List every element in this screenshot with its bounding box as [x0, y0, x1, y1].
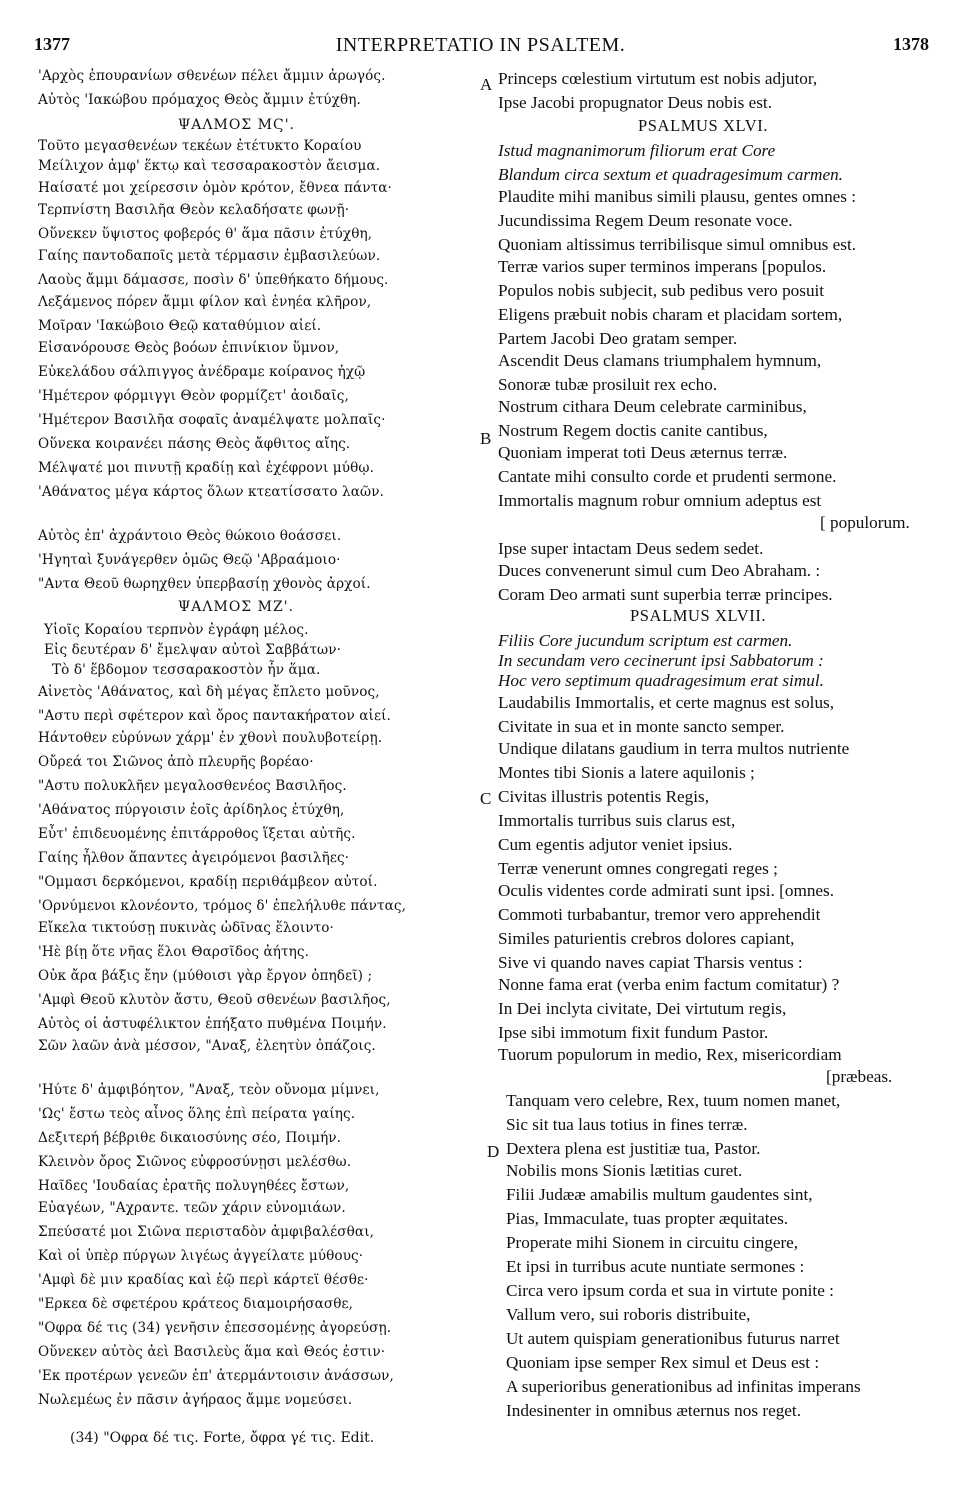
- latin-verse-line: Civitate in sua et in monte sancto semper.: [498, 717, 785, 736]
- greek-verse-line: 'Αμφὶ Θεοῦ κλυτὸν ἄστυ, Θεοῦ σθενέων βασιλῆος,: [38, 992, 391, 1008]
- greek-verse-line: Ηαῖδες 'Ιουδαίας ἐρατῆς πολυγηθέες ἔστων,: [38, 1178, 350, 1194]
- latin-verse-line: Terræ varios super terminos imperans [populos.: [498, 257, 827, 276]
- greek-verse-line: Τερπνίστη Βασιλῆα Θεὸν κελαδήσατε φωνῇ·: [38, 202, 350, 218]
- greek-verse-line: Υἱοῖς Κοραίου τερπνὸν ἐγράφη μέλος.: [44, 622, 309, 638]
- latin-title-line: Hoc vero septimum quadragesimum erat simul.: [498, 671, 824, 690]
- greek-verse-line: Οὕνεκεν αὐτὸς ἀεὶ Βασιλεὺς ἅμα καὶ Θεός ἐστιν·: [38, 1344, 386, 1360]
- latin-verse-line: Sic sit tua laus totius in fines terræ.: [506, 1115, 748, 1134]
- greek-verse-line: 'Ημέτερον Βασιλῆα σοφαῖς ἀναμέλψατε μολπαῖς·: [38, 412, 386, 428]
- latin-verse-line: Immortalis magnum robur omnium adeptus est: [498, 491, 822, 510]
- greek-verse-line: "Αντα Θεοῦ θωρηχθεν ὑπερβασίῃ χθονὸς ἀρχοί.: [38, 576, 371, 592]
- latin-verse-line: Nostrum Regem doctis canite cantibus,: [498, 421, 768, 440]
- greek-verse-line: "Ερκεα δὲ σφετέρου κράτεος διαμοιρήσασθε,: [38, 1296, 354, 1312]
- latin-verse-line: Plaudite mihi manibus simili plausu, gentes omnes :: [498, 187, 857, 206]
- latin-title-line: In secundam vero cecinerunt ipsi Sabbatorum :: [498, 651, 824, 670]
- greek-verse-line: Σπεύσατέ μοι Σιῶνα περισταδὸν ἀμφιβαλέσθαι,: [38, 1224, 375, 1240]
- latin-verse-line: Ipse super intactam Deus sedem sedet.: [498, 539, 764, 558]
- latin-verse-line: Laudabilis Immortalis, et certe magnus est solus,: [498, 693, 835, 712]
- latin-verse-line: Ipse sibi immotum fixit fundum Pastor.: [498, 1023, 769, 1042]
- page-number-right: 1378: [893, 34, 929, 54]
- latin-verse-line: Nostrum cithara Deum celebrate carminibus,: [498, 397, 807, 416]
- greek-verse-line: Μείλιχον ἀμφ' ἕκτῳ καὶ τεσσαρακοστὸν ἄεισμα.: [38, 158, 381, 174]
- greek-verse-line: 'Αθάνατος πύργοισιν ἑοῖς ἀρίδηλος ἐτύχθη,: [38, 802, 345, 818]
- latin-verse-line: Properate mihi Sionem in circuitu cingere,: [506, 1233, 799, 1252]
- greek-verse-line: "Αστυ περὶ σφέτερον καὶ ὄρος παντακήρατον αἰεί.: [38, 708, 391, 724]
- greek-verse-line: Λεξάμενος πόρεν ἄμμι φίλον καὶ ἐνηέα κλῆρον,: [38, 294, 372, 310]
- greek-verse-line: Οὕνεκα κοιρανέει πάσης Θεὸς ἄφθιτος αἴης.: [38, 436, 351, 452]
- latin-verse-line: Commoti turbabantur, tremor vero apprehendit: [498, 905, 821, 924]
- greek-verse-line: 'Ηγηταὶ ξυνάγερθεν ὁμῶς Θεῷ 'Αβραάμοιο·: [38, 552, 341, 568]
- latin-verse-line: Nonne fama erat (verba enim factum comitatur) ?: [498, 975, 840, 994]
- greek-verse-line: Εἴκελα τικτούσῃ πυκινὰς ὠδῖνας ἕλοιντο·: [38, 920, 334, 936]
- greek-verse-line: Καὶ οἱ ὑπὲρ πύργων λιγέως ἀγγείλατε μύθους·: [38, 1248, 364, 1264]
- greek-verse-line: Ηαίσατέ μοι χείρεσσιν ὁμὸν κρότον, ἔθνεα πάντα·: [38, 180, 392, 196]
- latin-verse-line: Pias, Immaculate, tuas propter æquitates.: [506, 1209, 789, 1228]
- latin-verse-line: Ipse Jacobi propugnator Deus nobis est.: [498, 93, 772, 112]
- latin-verse-line: Ut autem quispiam generationibus futurus narret: [506, 1329, 840, 1348]
- latin-title-line: Istud magnanimorum filiorum erat Core: [498, 141, 776, 160]
- latin-verse-line: Tuorum populorum in medio, Rex, misericordiam: [498, 1045, 842, 1064]
- latin-verse-line: Quoniam ipse semper Rex simul et Deus est :: [506, 1353, 820, 1372]
- latin-verse-line: Sive vi quando naves capiat Tharsis ventus :: [498, 953, 803, 972]
- greek-verse-line: Γαίης ἦλθον ἅπαντες ἀγειρόμενοι βασιλῆες·: [38, 850, 350, 866]
- latin-verse-line: Cantate mihi consulto corde et prudenti sermone.: [498, 467, 837, 486]
- latin-verse-line: Oculis videntes corde admirati sunt ipsi. [omnes.: [498, 881, 835, 900]
- greek-verse-line: 'Ηὲ βίῃ ὅτε νῆας ἕλοι Θαρσῖδος ἀήτης.: [38, 944, 310, 960]
- latin-verse-line: Montes tibi Sionis a latere aquilonis ;: [498, 763, 755, 782]
- greek-verse-line: Δεξιτερή βέβριθε δικαιοσύνης σέο, Ποιμήν.: [38, 1130, 342, 1146]
- greek-verse-line: Εἰς δευτέραν δ' ἔμελψαν αὐτοὶ Σαββάτων·: [44, 642, 342, 658]
- greek-verse-line: Τοῦτο μεγασθενέων τεκέων ἐτέτυκτο Κοραίου: [38, 138, 362, 154]
- greek-verse-line: Αὐτὸς ἐπ' ἀχράντοιο Θεὸς θώκοιο θοάσσει.: [38, 528, 342, 544]
- greek-verse-line: "Αστυ πολυκλῆεν μεγαλοσθενέος Βασιλῆος.: [38, 778, 347, 794]
- margin-marker-b: B: [480, 429, 492, 448]
- greek-verse-line: Ηάντοθεν εὐρύνων χάρμ' ἐν χθονὶ πουλυβοτείρῃ.: [38, 730, 383, 746]
- latin-verse-line: In Dei inclyta civitate, Dei virtutum regis,: [498, 999, 787, 1018]
- margin-marker-c: C: [480, 789, 492, 808]
- greek-verse-line: Μέλψατέ μοι πινυτῇ κραδίῃ καὶ ἐχέφρονι μύθῳ.: [38, 460, 374, 476]
- greek-verse-line: 'Ως' ἔστω τεὸς αἶνος ὅλης ἐπὶ πείρατα γαίης.: [38, 1106, 356, 1122]
- greek-verse-line: "Οφρα δέ τις (34) γενῆσιν ἐπεσσομένῃς ἀγορεύσῃ.: [38, 1320, 392, 1336]
- greek-verse-line: Εὐαγέων, "Αχραντε. τεῶν χάριν εὐνομιάων.: [38, 1200, 346, 1216]
- greek-psalm-heading: ΨΑΛΜΟΣ ΜϚ'.: [178, 117, 296, 133]
- greek-verse-line: Λαοὺς ἄμμι δάμασσε, ποσὶν δ' ὑπεθήκατο δήμους.: [38, 272, 389, 288]
- greek-verse-line: 'Εκ προτέρων γενεῶν ἐπ' ἀτερμάντοισιν ἀνάσσων,: [38, 1368, 394, 1384]
- latin-verse-line: Ascendit Deus clamans triumphalem hymnum,: [498, 351, 822, 370]
- page-number-left: 1377: [34, 34, 70, 54]
- greek-verse-line: Μοῖραν 'Ιακώβοιο Θεῷ καταθύμιον αἰεί.: [38, 318, 322, 334]
- greek-verse-line: Αὐτὸς 'Ιακώβου πρόμαχος Θεὸς ἄμμιν ἐτύχθη.: [38, 92, 361, 108]
- latin-verse-line: Civitas illustris potentis Regis,: [498, 787, 710, 806]
- greek-verse-line: Εὐκελάδου σάλπιγγος ἀνέδραμε κοίρανος ἠχῷ: [38, 364, 366, 380]
- latin-verse-line: Sonoræ tubæ prosiluit rex echo.: [498, 375, 718, 394]
- latin-verse-line: Terræ venerunt omnes congregati reges ;: [498, 859, 778, 878]
- latin-verse-line: A superioribus generationibus ad infinitas imperans: [506, 1377, 861, 1396]
- latin-verse-line: [ populorum.: [820, 513, 910, 532]
- greek-verse-line: Σῶν λαῶν ἀνὰ μέσσον, "Αναξ, ἐλεητὺν ὀπάζοις.: [38, 1038, 376, 1054]
- latin-verse-line: Partem Jacobi Deo gratam semper.: [498, 329, 738, 348]
- latin-verse-line: Immortalis turribus suis clarus est,: [498, 811, 736, 830]
- greek-verse-line: Εὖτ' ἐπιδευομένης ἐπιτάρροθος ἵξεται αὐτῆς.: [38, 826, 356, 842]
- greek-verse-line: Οὔρεά τοι Σιῶνος ἀπὸ πλευρῆς βορέαο·: [38, 754, 314, 770]
- greek-verse-line: 'Ημέτερον φόρμιγγι Θεὸν φορμίζετ' ἀοιδαῖς,: [38, 388, 349, 404]
- greek-verse-line: 'Αθάνατος μέγα κάρτος ὅλων κτεατίσσατο λαῶν.: [38, 484, 384, 500]
- latin-verse-line: Coram Deo armati sunt superbia terræ principes.: [498, 585, 833, 604]
- greek-verse-line: 'Ορνύμενοι κλονέοντο, τρόμος δ' ἐπελήλυθε πάντας,: [38, 898, 407, 914]
- latin-verse-line: Cum egentis adjutor veniet ipsius.: [498, 835, 733, 854]
- latin-verse-line: Duces convenerunt simul cum Deo Abraham. :: [498, 561, 821, 580]
- latin-verse-line: Quoniam imperat toti Deus æternus terræ.: [498, 443, 788, 462]
- greek-verse-line: Κλεινὸν ὄρος Σιῶνος εὐφροσύνῃσι μελέσθω.: [38, 1154, 352, 1170]
- latin-verse-line: Princeps cœlestium virtutum est nobis adjutor,: [498, 69, 818, 88]
- greek-verse-line: Τὸ δ' ἕβδομον τεσσαρακοστὸν ἦν ἅμα.: [52, 662, 321, 678]
- greek-verse-line: 'Αμφὶ δὲ μιν κραδίας καὶ ἑῷ περὶ κάρτεϊ θέσθε·: [38, 1272, 369, 1288]
- latin-psalm-heading: PSALMUS XLVII.: [630, 606, 767, 625]
- greek-verse-line: Αὐτὸς οἱ ἀστυφέλικτον ἐπήξατο πυθμένα Ποιμήν.: [38, 1016, 387, 1032]
- footnote: (34) "Οφρα δέ τις. Forte, ὄφρα γέ τις. Edit.: [70, 1430, 375, 1446]
- latin-verse-line: Filii Judææ amabilis multum gaudentes sint,: [506, 1185, 813, 1204]
- greek-verse-line: Νωλεμέως ἐν πᾶσιν ἀγήραος ἄμμε νομεύσει.: [38, 1392, 353, 1408]
- latin-verse-line: [præbeas.: [826, 1067, 893, 1086]
- latin-verse-line: Nobilis mons Sionis lætitias curet.: [506, 1161, 743, 1180]
- latin-verse-line: Quoniam altissimus terribilisque simul omnibus est.: [498, 235, 857, 254]
- latin-title-line: Blandum circa sextum et quadragesimum carmen.: [498, 165, 843, 184]
- greek-verse-line: Αἰνετὸς 'Αθάνατος, καὶ δὴ μέγας ἔπλετο μοῦνος,: [38, 684, 380, 700]
- latin-verse-line: Dextera plena est justitiæ tua, Pastor.: [506, 1139, 761, 1158]
- margin-marker-a: A: [480, 75, 493, 94]
- greek-verse-line: 'Αρχὸς ἐπουρανίων σθενέων πέλει ἄμμιν ἀρωγός.: [38, 68, 386, 84]
- greek-verse-line: 'Ηύτε δ' ἀμφιβόητον, "Αναξ, τεὸν οὔνομα μίμνει,: [38, 1082, 380, 1098]
- greek-verse-line: Οὐκ ἄρα βάξις ἔην (μύθοισι γὰρ ἔργον ὀπηδεῖ) ;: [38, 968, 373, 984]
- latin-verse-line: Circa vero ipsum corda et sua in virtute ponite :: [506, 1281, 834, 1300]
- latin-verse-line: Vallum vero, sui roboris distribuite,: [506, 1305, 751, 1324]
- latin-verse-line: Populos nobis subjecit, sub pedibus vero posuit: [498, 281, 825, 300]
- latin-verse-line: Similes paturientis crebros dolores capiant,: [498, 929, 795, 948]
- running-title: INTERPRETATIO IN PSALTEM.: [335, 34, 626, 56]
- greek-psalm-heading: ΨΑΛΜΟΣ ΜΖ'.: [178, 599, 295, 615]
- latin-verse-line: Jucundissima Regem Deum resonate voce.: [498, 211, 793, 230]
- greek-verse-line: Εἰσανόρουσε Θεὸς βοόων ἐπινίκιον ὕμνον,: [38, 340, 340, 356]
- greek-verse-line: Οὕνεκεν ὕψιστος φοβερός θ' ἅμα πᾶσιν ἐτύχθη,: [38, 226, 373, 242]
- latin-verse-line: Eligens præbuit nobis charam et placidam sortem,: [498, 305, 843, 324]
- latin-verse-line: Indesinenter in omnibus æternus nos reget.: [506, 1401, 801, 1420]
- latin-verse-line: Tanquam vero celebre, Rex, tuum nomen manet,: [506, 1091, 841, 1110]
- greek-verse-line: "Ομμασι δερκόμενοι, κραδίῃ περιθάμβεον αὐτοί.: [38, 874, 378, 890]
- latin-verse-line: Undique dilatans gaudium in terra multos nutriente: [498, 739, 850, 758]
- latin-verse-line: Et ipsi in turribus acute nuntiate sermones :: [506, 1257, 805, 1276]
- latin-psalm-heading: PSALMUS XLVI.: [638, 116, 769, 135]
- latin-title-line: Filiis Core jucundum scriptum est carmen.: [498, 631, 793, 650]
- margin-marker-d: D: [487, 1142, 500, 1161]
- greek-verse-line: Γαίης παντοδαποῖς μετὰ τέρμασιν ἐμβασιλεύων.: [38, 248, 381, 264]
